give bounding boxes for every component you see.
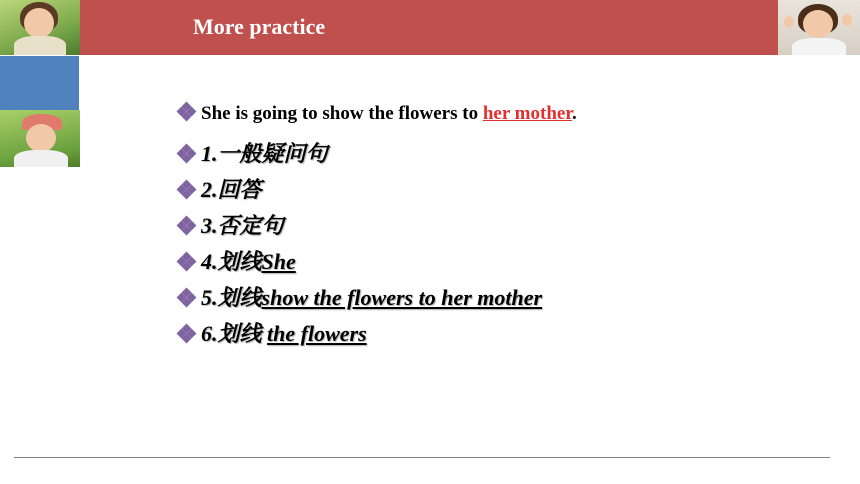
task-number: 1. xyxy=(201,141,218,166)
diamond-bullet-icon xyxy=(178,217,196,235)
task-number: 2. xyxy=(201,177,218,202)
header-bar xyxy=(80,0,778,55)
task-number: 3. xyxy=(201,213,218,238)
diamond-bullet-icon xyxy=(178,181,196,199)
task-underlined-part: show the flowers to her mother xyxy=(261,285,543,310)
task-underlined-part: the flowers xyxy=(267,321,367,346)
task-item-5 xyxy=(178,281,542,312)
task-item-2 xyxy=(178,173,262,204)
task-underlined-part: She xyxy=(261,249,296,274)
sentence-suffix: . xyxy=(572,103,577,124)
task-text: 划线 xyxy=(217,285,262,310)
slide-title: More practice xyxy=(193,14,326,39)
footer-divider xyxy=(14,457,830,458)
sentence-prefix: She is going to show the flowers to xyxy=(201,103,483,124)
task-number: 6. xyxy=(201,321,218,346)
task-item-6 xyxy=(178,317,367,348)
task-number: 4. xyxy=(201,249,218,274)
child-photo-middle-left xyxy=(0,110,80,167)
task-text: 划线 xyxy=(217,249,262,274)
task-number: 5. xyxy=(201,285,218,310)
diamond-bullet-icon xyxy=(178,103,196,121)
example-sentence xyxy=(178,103,577,125)
diamond-bullet-icon xyxy=(178,253,196,271)
diamond-bullet-icon xyxy=(178,289,196,307)
task-item-1 xyxy=(178,137,328,168)
task-text: 回答 xyxy=(217,177,262,202)
task-text: 否定句 xyxy=(217,213,284,238)
task-text: 划线 xyxy=(217,321,268,346)
blue-accent-block xyxy=(0,56,79,110)
child-photo-top-left xyxy=(0,0,80,55)
child-photo-top-right xyxy=(778,0,860,55)
task-item-3 xyxy=(178,209,284,240)
diamond-bullet-icon xyxy=(178,325,196,343)
sentence-highlight: her mother xyxy=(482,103,573,124)
task-text: 一般疑问句 xyxy=(217,141,328,166)
diamond-bullet-icon xyxy=(178,145,196,163)
task-item-4 xyxy=(178,245,296,276)
